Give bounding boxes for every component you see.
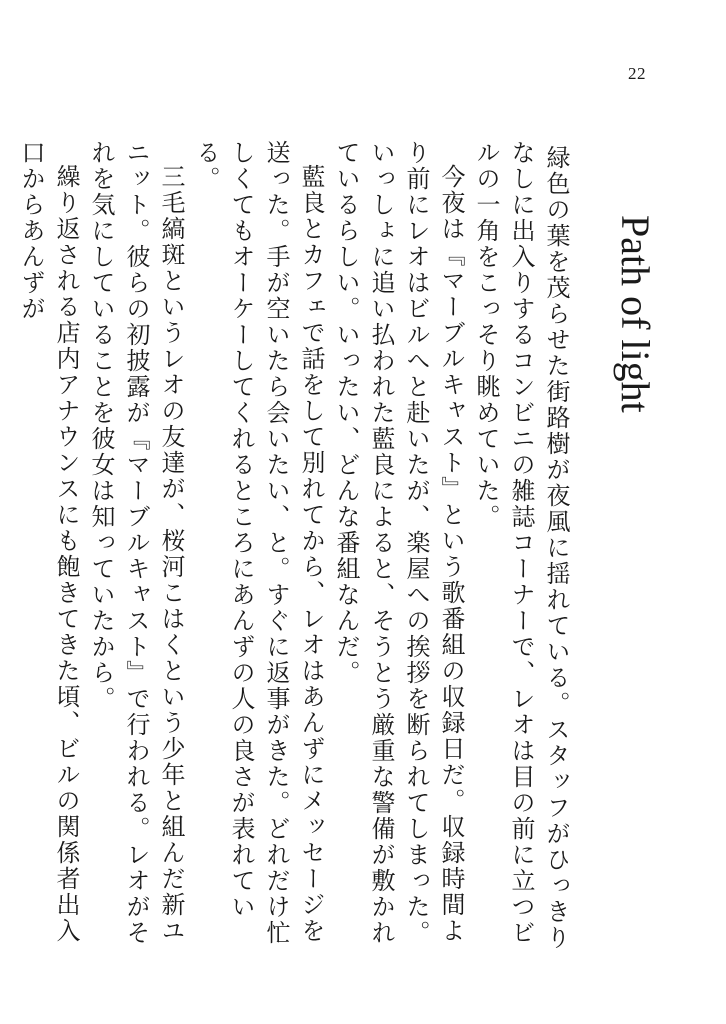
paragraph: 三毛縞斑というレオの友達が、桜河こはくという少年と組んだ新ユニット。彼らの初披露が『マーブルキャスト』で行われる。レオがそれを気にしていることを彼女は知っていたから。 — [87, 140, 185, 946]
chapter-title: Path of light — [613, 215, 658, 413]
paragraph: 緑色の葉を茂らせた街路樹が夜風に揺れている。スタッフがひっきりなしに出入りするコンビニの雑誌コーナーで、レオは目の前に立つビルの一角をこっそり眺めていた。 — [472, 140, 570, 951]
page-number: 22 — [628, 64, 646, 83]
paragraph: 藍良とカフェで話をして別れてから、レオはあんずにメッセージを送った。手が空いたら会いたい、と。すぐに返事がきた。どれだけ忙しくてもオーケーしてくれるところにあんずの人の良さが表れている。 — [192, 140, 325, 946]
paragraph: 繰り返される店内アナウンスにも飽きてきた頃、ビルの関係者出入口からあんずが — [17, 140, 80, 944]
body-text — [17, 140, 573, 960]
paragraph: 今夜は『マーブルキャスト』という歌番組の収録日だ。収録時間より前にレオはビルへと赴いたが、楽屋への挨拶を断られてしまった。いっしょに追い払われた藍良によると、そうとう厳重な警備が敷かれているらしい。いったい、どんな番組なんだ。 — [332, 140, 465, 946]
